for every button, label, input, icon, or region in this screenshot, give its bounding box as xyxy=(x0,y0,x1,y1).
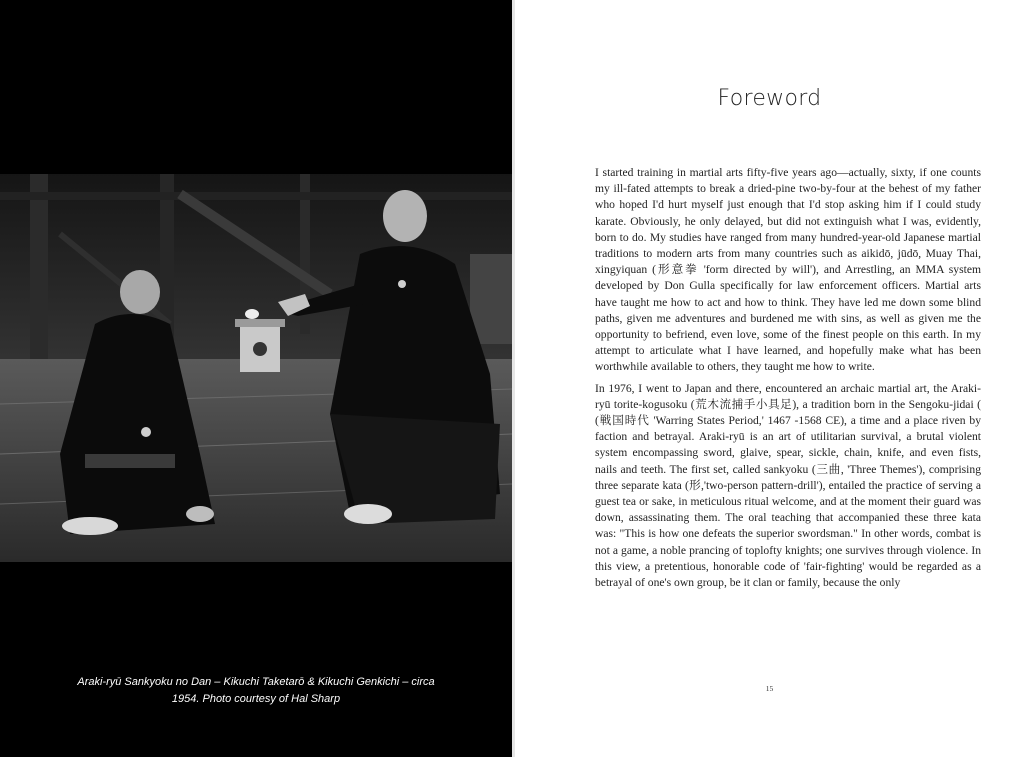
photo-caption xyxy=(40,674,472,708)
martial-arts-photo xyxy=(0,174,512,562)
paragraph: In 1976, I went to Japan and there, encountered an archaic martial art, the Araki-ryū torite-kogusoku (荒木流捕手小具足), a tradition born in the Sengoku-jidai ( (戦国時代 'Warring States Period,' 1467 -1568 CE), a time and a place riven by faction and betrayal. Araki-ryū is an art of utilitarian survival, a brutal violent system encompassing sword, glaive, spear, sickle, chain, knife, and even fists, nails and teeth. The first set, called sankyoku (三曲, 'Three Themes'), comprising three separate kata (形,'two-person pattern-drill'), entailed the practice of serving a guest tea or sake, in meticulous ritual welcome, and at the moment their guard was down, assassinating them. The oral teaching that accompanied these three kata was: "This is how one defeats the superior swordsman." In other words, combat is not a game, a noble prancing of toplofty knights; one survives through violence. In this view, a pretentious, honorable code of 'fair-fighting' would be regarded as a betrayal of one's own group, be it clan or family, because the only xyxy=(595,381,981,590)
caption-line: 1954. Photo courtesy of Hal Sharp xyxy=(171,693,341,705)
foreword-body xyxy=(595,165,981,591)
caption-line: Araki-ryū Sankyoku no Dan – Kikuchi Taketarō & Kikuchi Genkichi – circa xyxy=(77,676,435,688)
page-number: 15 xyxy=(765,684,774,693)
paragraph: I started training in martial arts fifty-five years ago—actually, sixty, if one counts my ill-fated attempts to break a dried-pine two-by-four at the behest of my father who hoped I'd hurt myself just enough that I'd stop asking him if I could study karate. Obviously, he only delayed, but did not extinguish what I was, evidently, born to do. My studies have ranged from many hundred-year-old Japanese martial traditions to modern arts from many countries such as aikidō, jūdō, Muay Thai, xingyiquan (形意拳 'form directed by will'), and Arrestling, an MMA system developed by Don Gulla specifically for law enforcement officers. Martial arts have taught me how to act and how to think. They have led me down some blind paths, given me adventures and burdened me with sins, as well as given me the opportunity to befriend, even love, some of the finest people on this earth. In my attempt to articulate what I have learned, and hopefully make what has been worthwhile available to others, they taught me how to write. xyxy=(595,166,981,374)
page-title: Foreword xyxy=(717,86,822,111)
photo-illustration xyxy=(0,174,512,562)
right-page xyxy=(515,0,1024,757)
